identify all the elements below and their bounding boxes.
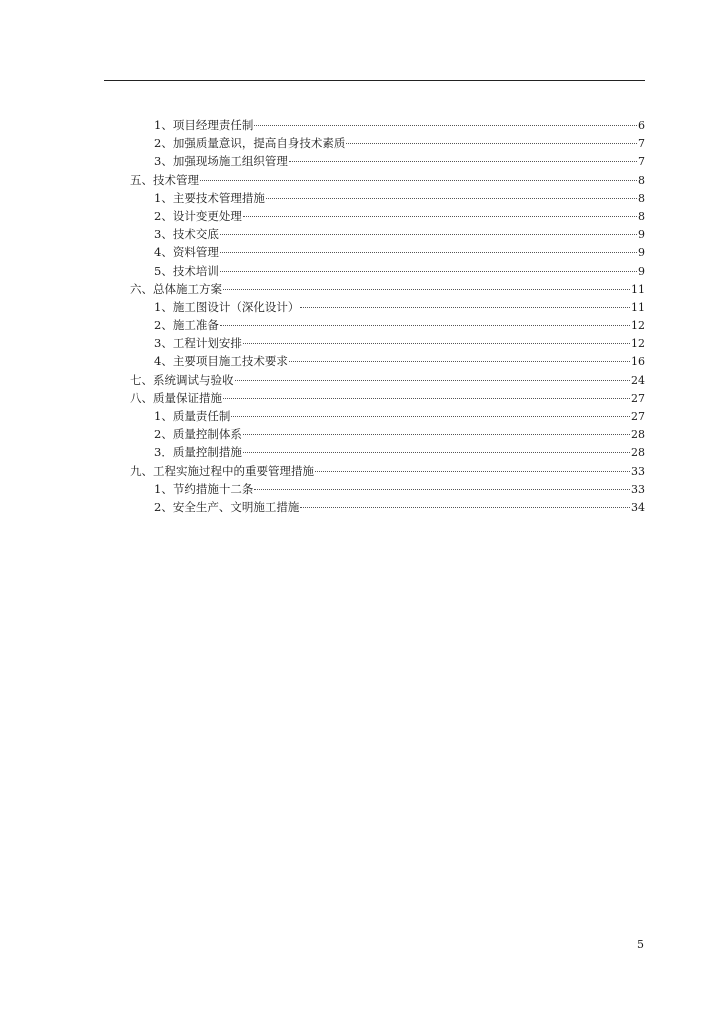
toc-entry-title: 3、技术交底 <box>154 227 219 242</box>
toc-entry-page: 24 <box>631 373 645 387</box>
toc-subsection-entry[interactable] <box>130 335 645 353</box>
toc-entry-page: 9 <box>638 228 645 242</box>
table-of-contents <box>130 117 645 517</box>
toc-section-entry[interactable] <box>130 372 645 390</box>
toc-entry-title: 1、项目经理责任制 <box>154 118 254 132</box>
toc-section-entry[interactable] <box>130 463 645 481</box>
toc-entry-page: 33 <box>631 482 645 496</box>
toc-entry-page: 9 <box>638 246 645 260</box>
toc-entry-title: 2、设计变更处理 <box>154 208 242 223</box>
toc-entry-page: 8 <box>638 173 645 187</box>
toc-dot-leader <box>220 271 637 272</box>
toc-entry-title: 七、系统调试与验收 <box>130 372 234 387</box>
toc-subsection-entry[interactable] <box>130 190 645 208</box>
toc-entry-title: 2、施工准备 <box>154 318 219 333</box>
toc-dot-leader <box>220 252 637 253</box>
toc-entry-page: 12 <box>631 319 645 333</box>
toc-subsection-entry[interactable] <box>130 317 645 335</box>
toc-entry-page: 12 <box>631 337 645 351</box>
page-number: 5 <box>637 938 644 951</box>
toc-subsection-entry[interactable] <box>130 426 645 444</box>
toc-subsection-entry[interactable] <box>130 408 645 426</box>
toc-dot-leader <box>223 398 630 399</box>
toc-entry-page: 28 <box>631 446 645 460</box>
toc-subsection-entry[interactable] <box>130 263 645 281</box>
toc-dot-leader <box>289 161 637 162</box>
toc-subsection-entry[interactable] <box>130 499 645 517</box>
toc-entry-page: 7 <box>638 137 645 151</box>
toc-dot-leader <box>243 434 630 435</box>
toc-subsection-entry[interactable] <box>130 444 645 462</box>
toc-subsection-entry[interactable] <box>130 135 645 153</box>
toc-dot-leader <box>300 507 630 508</box>
toc-subsection-entry[interactable] <box>130 299 645 317</box>
toc-entry-title: 2、安全生产、文明施工措施 <box>154 499 300 514</box>
toc-entry-title: 1、节约措施十二条 <box>154 481 254 496</box>
toc-entry-title: 五、技术管理 <box>130 172 199 187</box>
toc-entry-title: 3、加强现场施工组织管理 <box>154 154 288 169</box>
toc-entry-title: 1、施工图设计（深化设计） <box>154 299 300 314</box>
toc-entry-page: 16 <box>631 355 645 369</box>
toc-entry-title: 八、质量保证措施 <box>130 390 222 405</box>
toc-entry-page: 28 <box>631 428 645 442</box>
toc-entry-title: 4、资料管理 <box>154 245 219 260</box>
toc-entry-title: 1、质量责任制 <box>154 409 231 423</box>
toc-dot-leader <box>300 307 630 308</box>
toc-dot-leader <box>346 143 637 144</box>
toc-dot-leader <box>235 380 631 381</box>
toc-dot-leader <box>243 343 630 344</box>
toc-dot-leader <box>243 452 630 453</box>
toc-dot-leader <box>254 125 637 126</box>
toc-dot-leader <box>243 216 637 217</box>
toc-section-entry[interactable] <box>130 281 645 299</box>
toc-dot-leader <box>266 198 637 199</box>
toc-dot-leader <box>200 180 637 181</box>
toc-section-entry[interactable] <box>130 172 645 190</box>
toc-entry-title: 九、工程实施过程中的重要管理措施 <box>130 463 314 478</box>
toc-entry-page: 34 <box>631 500 645 514</box>
toc-entry-title: 六、总体施工方案 <box>130 281 222 296</box>
toc-section-entry[interactable] <box>130 390 645 408</box>
toc-entry-page: 11 <box>631 300 645 314</box>
toc-subsection-entry[interactable] <box>130 244 645 262</box>
toc-subsection-entry[interactable] <box>130 208 645 226</box>
toc-entry-title: 5、技术培训 <box>154 263 219 278</box>
toc-subsection-entry[interactable] <box>130 153 645 171</box>
toc-entry-page: 27 <box>631 391 645 405</box>
toc-entry-page: 7 <box>638 155 645 169</box>
toc-dot-leader <box>223 289 630 290</box>
toc-dot-leader <box>315 471 630 472</box>
toc-entry-page: 9 <box>638 264 645 278</box>
toc-entry-page: 8 <box>638 191 645 205</box>
toc-entry-title: 1、主要技术管理措施 <box>154 190 265 205</box>
toc-subsection-entry[interactable] <box>130 226 645 244</box>
toc-entry-title: 4、主要项目施工技术要求 <box>154 354 288 369</box>
toc-entry-page: 8 <box>638 209 645 223</box>
toc-entry-title: 2、质量控制体系 <box>154 427 242 442</box>
toc-entry-page: 33 <box>631 464 645 478</box>
toc-subsection-entry[interactable] <box>130 117 645 135</box>
toc-dot-leader <box>231 416 630 417</box>
toc-entry-title: 3、工程计划安排 <box>154 336 242 351</box>
toc-dot-leader <box>220 325 630 326</box>
toc-entry-page: 27 <box>631 410 645 423</box>
toc-subsection-entry[interactable] <box>130 353 645 371</box>
toc-subsection-entry[interactable] <box>130 481 645 499</box>
header-rule <box>104 80 645 81</box>
toc-entry-title: 3．质量控制措施 <box>154 445 242 460</box>
toc-entry-title: 2、加强质量意识，提高自身技术素质 <box>154 136 346 151</box>
toc-entry-page: 6 <box>638 119 645 132</box>
toc-dot-leader <box>254 489 630 490</box>
toc-dot-leader <box>220 234 637 235</box>
toc-entry-page: 11 <box>631 282 645 296</box>
toc-dot-leader <box>289 361 630 362</box>
